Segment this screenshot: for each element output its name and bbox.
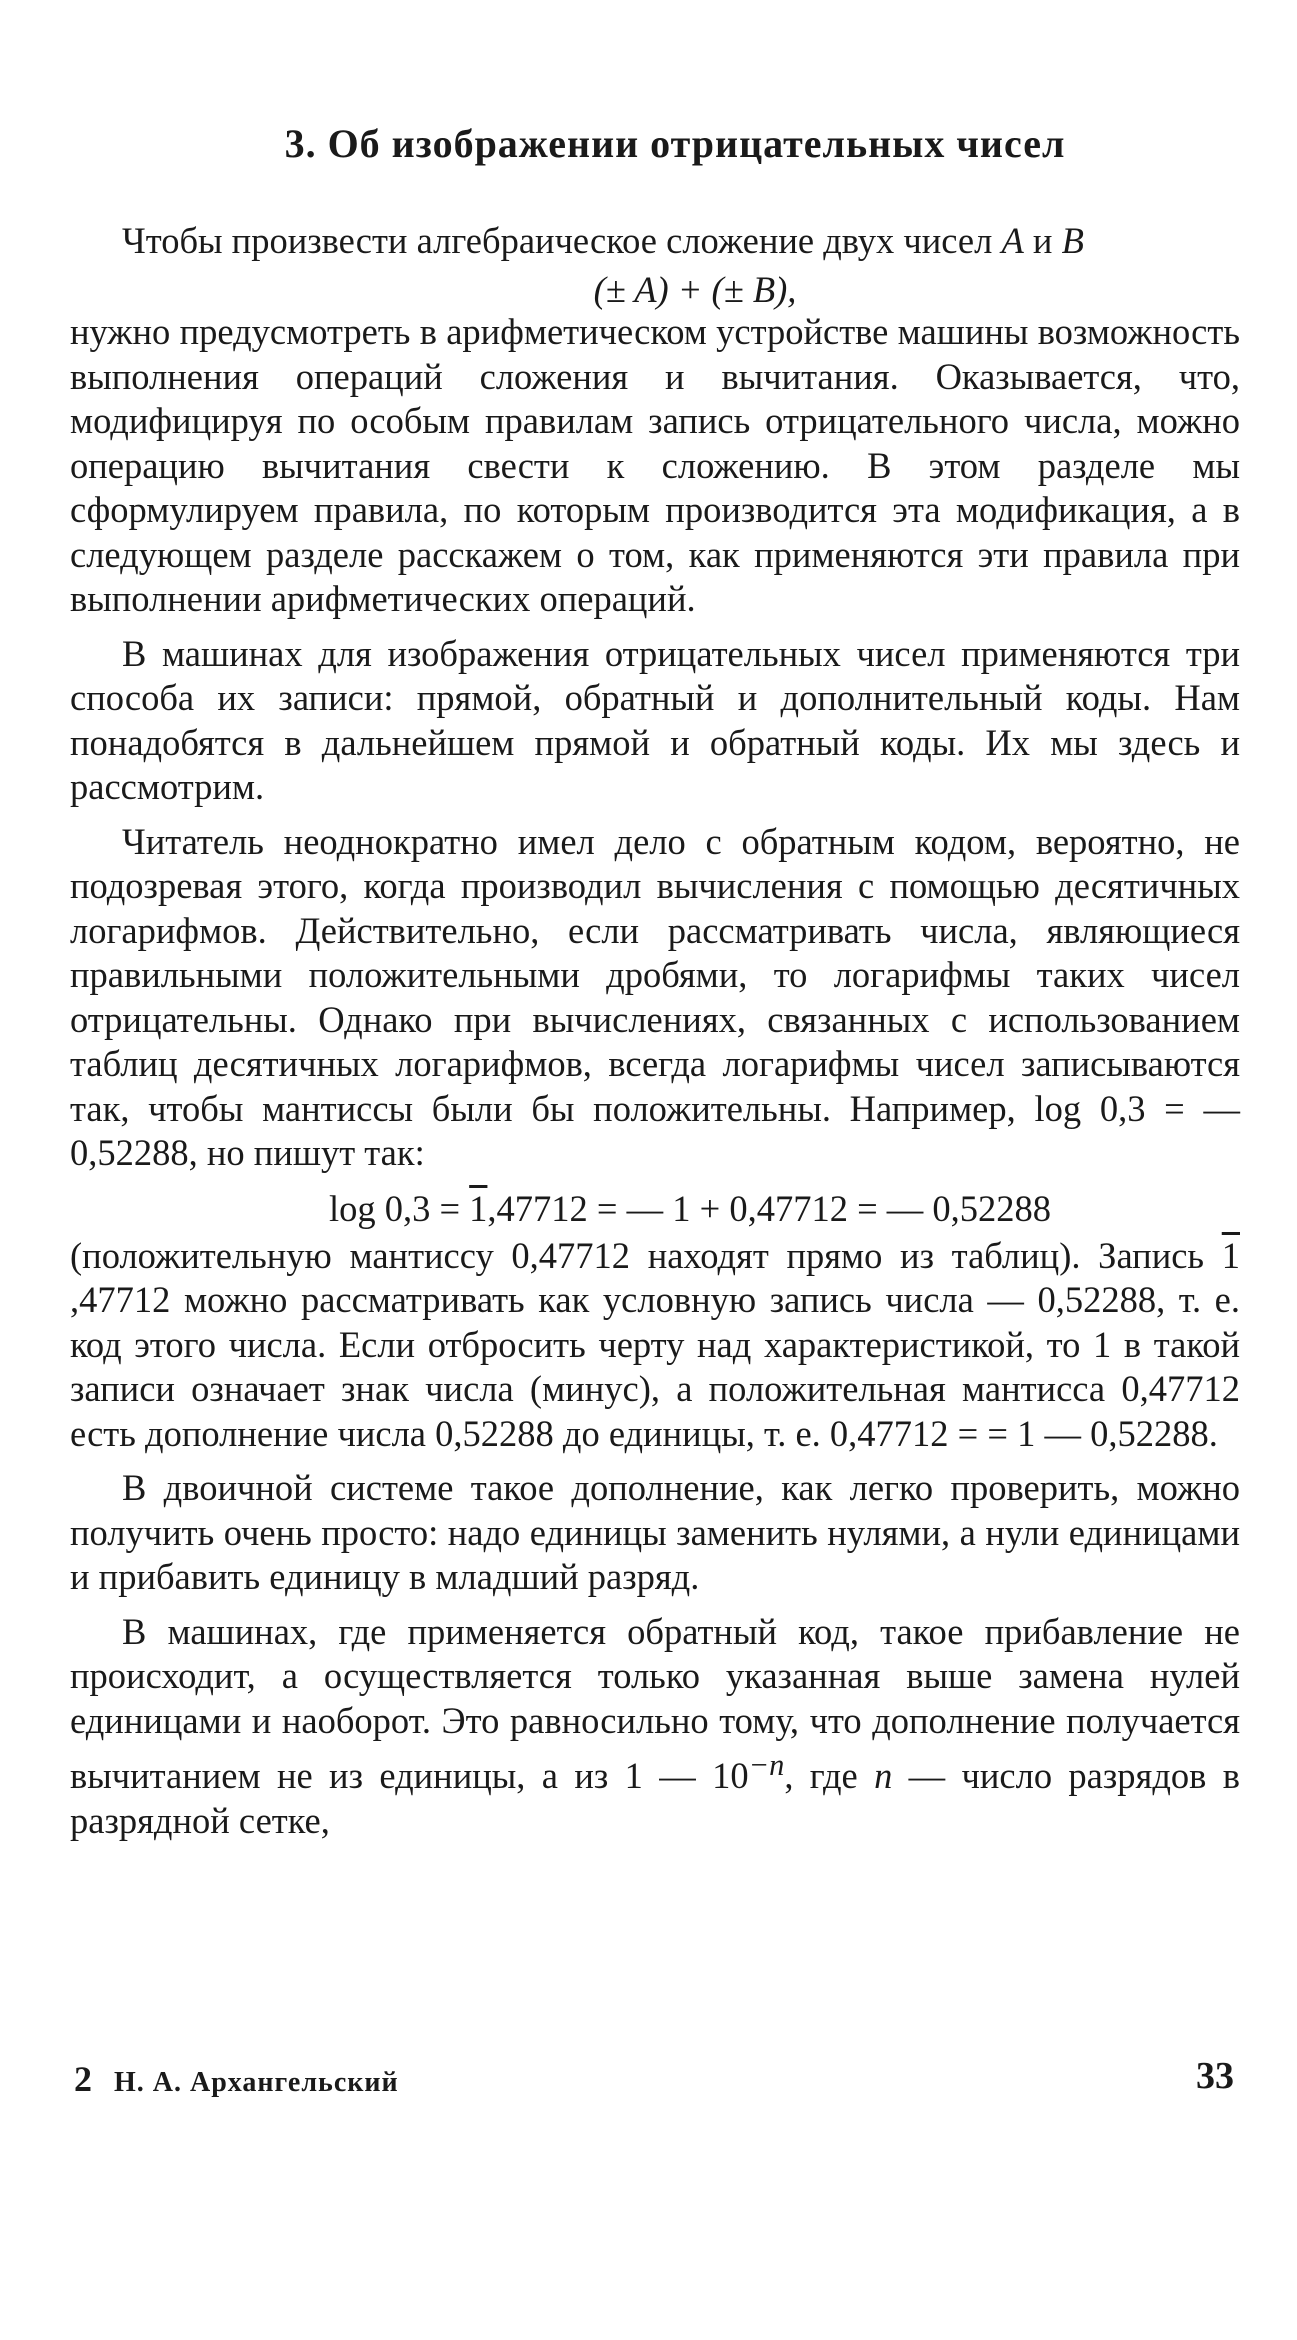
page-body [70,120,1240,1853]
paragraph-7-part2: , где [784,1755,875,1797]
formula-log-characteristic: 1 [469,1187,488,1229]
variable-a: A [1001,220,1024,261]
formula-log-left: log 0,3 = [328,1187,470,1229]
author-name: Н. А. Архангельский [114,2067,399,2098]
signature-mark [74,2058,399,2100]
paragraph-5-part1: (положительную мантиссу 0,47712 находят прямо из таблиц). Запись [70,1234,1222,1276]
paragraph-7-part1: В машинах, где применяется обратный код, такое прибавление не происходит, а осуществляется только указанная выше замена нулей единицами и наоборот. Это равносильно тому, что дополнение получается вычитанием не из единицы, а из 1 — 10 [70,1610,1240,1797]
paragraph-7-part3: — число разрядов в разрядной сетке, [70,1755,1240,1841]
paragraph-5-characteristic: 1 [1221,1234,1240,1276]
section-heading: 3. Об изображении отрицательных чисел [284,121,1066,166]
formula-log [70,1186,1240,1232]
paragraph-1 [70,219,1240,264]
formula-sum: (± A) + (± B), [593,268,797,310]
paragraph-7 [70,1610,1240,1844]
paragraph-5 [70,1234,1240,1457]
exponent: −n [748,1748,785,1782]
paragraph-2: нужно предусмотреть в арифметическом устройстве машины возможность выполнения операций сложения и вычитания. Оказывается, что, модифицируя по особым правилам запись отрицательного числа, можно операцию вычитания свести к сложению. В этом разделе мы сформулируем правила, по которым производится эта модификация, а в следующем разделе расскажем о том, как применяются эти правила при выполнении арифметических операций. [70,311,1240,619]
variable-b: B [1061,220,1084,261]
variable-n: n [874,1755,893,1797]
paragraph-5-part2: ,47712 можно рассматривать как условную запись числа — 0,52288, т. е. код этого числа. Если отбросить черту над характеристикой, то 1 в такой записи означает знак числа (минус), а положительная мантисса 0,47712 есть дополнение числа 0,52288 до единицы, т. е. 0,47712 = = 1 — 0,52288. [70,1279,1240,1454]
signature-number: 2 [74,2059,92,2099]
page-number: 33 [1196,2055,1234,2097]
paragraph-4: Читатель неоднократно имел дело с обратным кодом, вероятно, не подозревая этого, когда производил вычисления с помощью десятичных логарифмов. Действительно, если рассматривать числа, являющиеся правильными положительными дробями, то логарифмы таких чисел отрицательны. Однако при вычислениях, связанных с использованием таблиц десятичных логарифмов, всегда логарифмы чисел записываются так, чтобы мантиссы были бы положительны. Например, log 0,3 = — 0,52288, но пишут так: [70,820,1240,1173]
formula-log-right: ,47712 = — 1 + 0,47712 = — 0,52288 [487,1187,1052,1229]
paragraph-3: В машинах для изображения отрицательных чисел применяются три способа их записи: прямой, обратный и дополнительный коды. Нам понадобятся в дальнейшем прямой и обратный коды. Их мы здесь и рассмотрим. [70,632,1240,807]
paragraph-1-intro: Чтобы произвести алгебраическое сложение двух чисел [122,220,1002,261]
paragraph-1-and: и [1023,220,1062,261]
paragraph-6: В двоичной системе такое дополнение, как легко проверить, можно получить очень просто: надо единицы заменить нулями, а нули единицами и прибавить единицу в младший разряд. [70,1467,1240,1597]
